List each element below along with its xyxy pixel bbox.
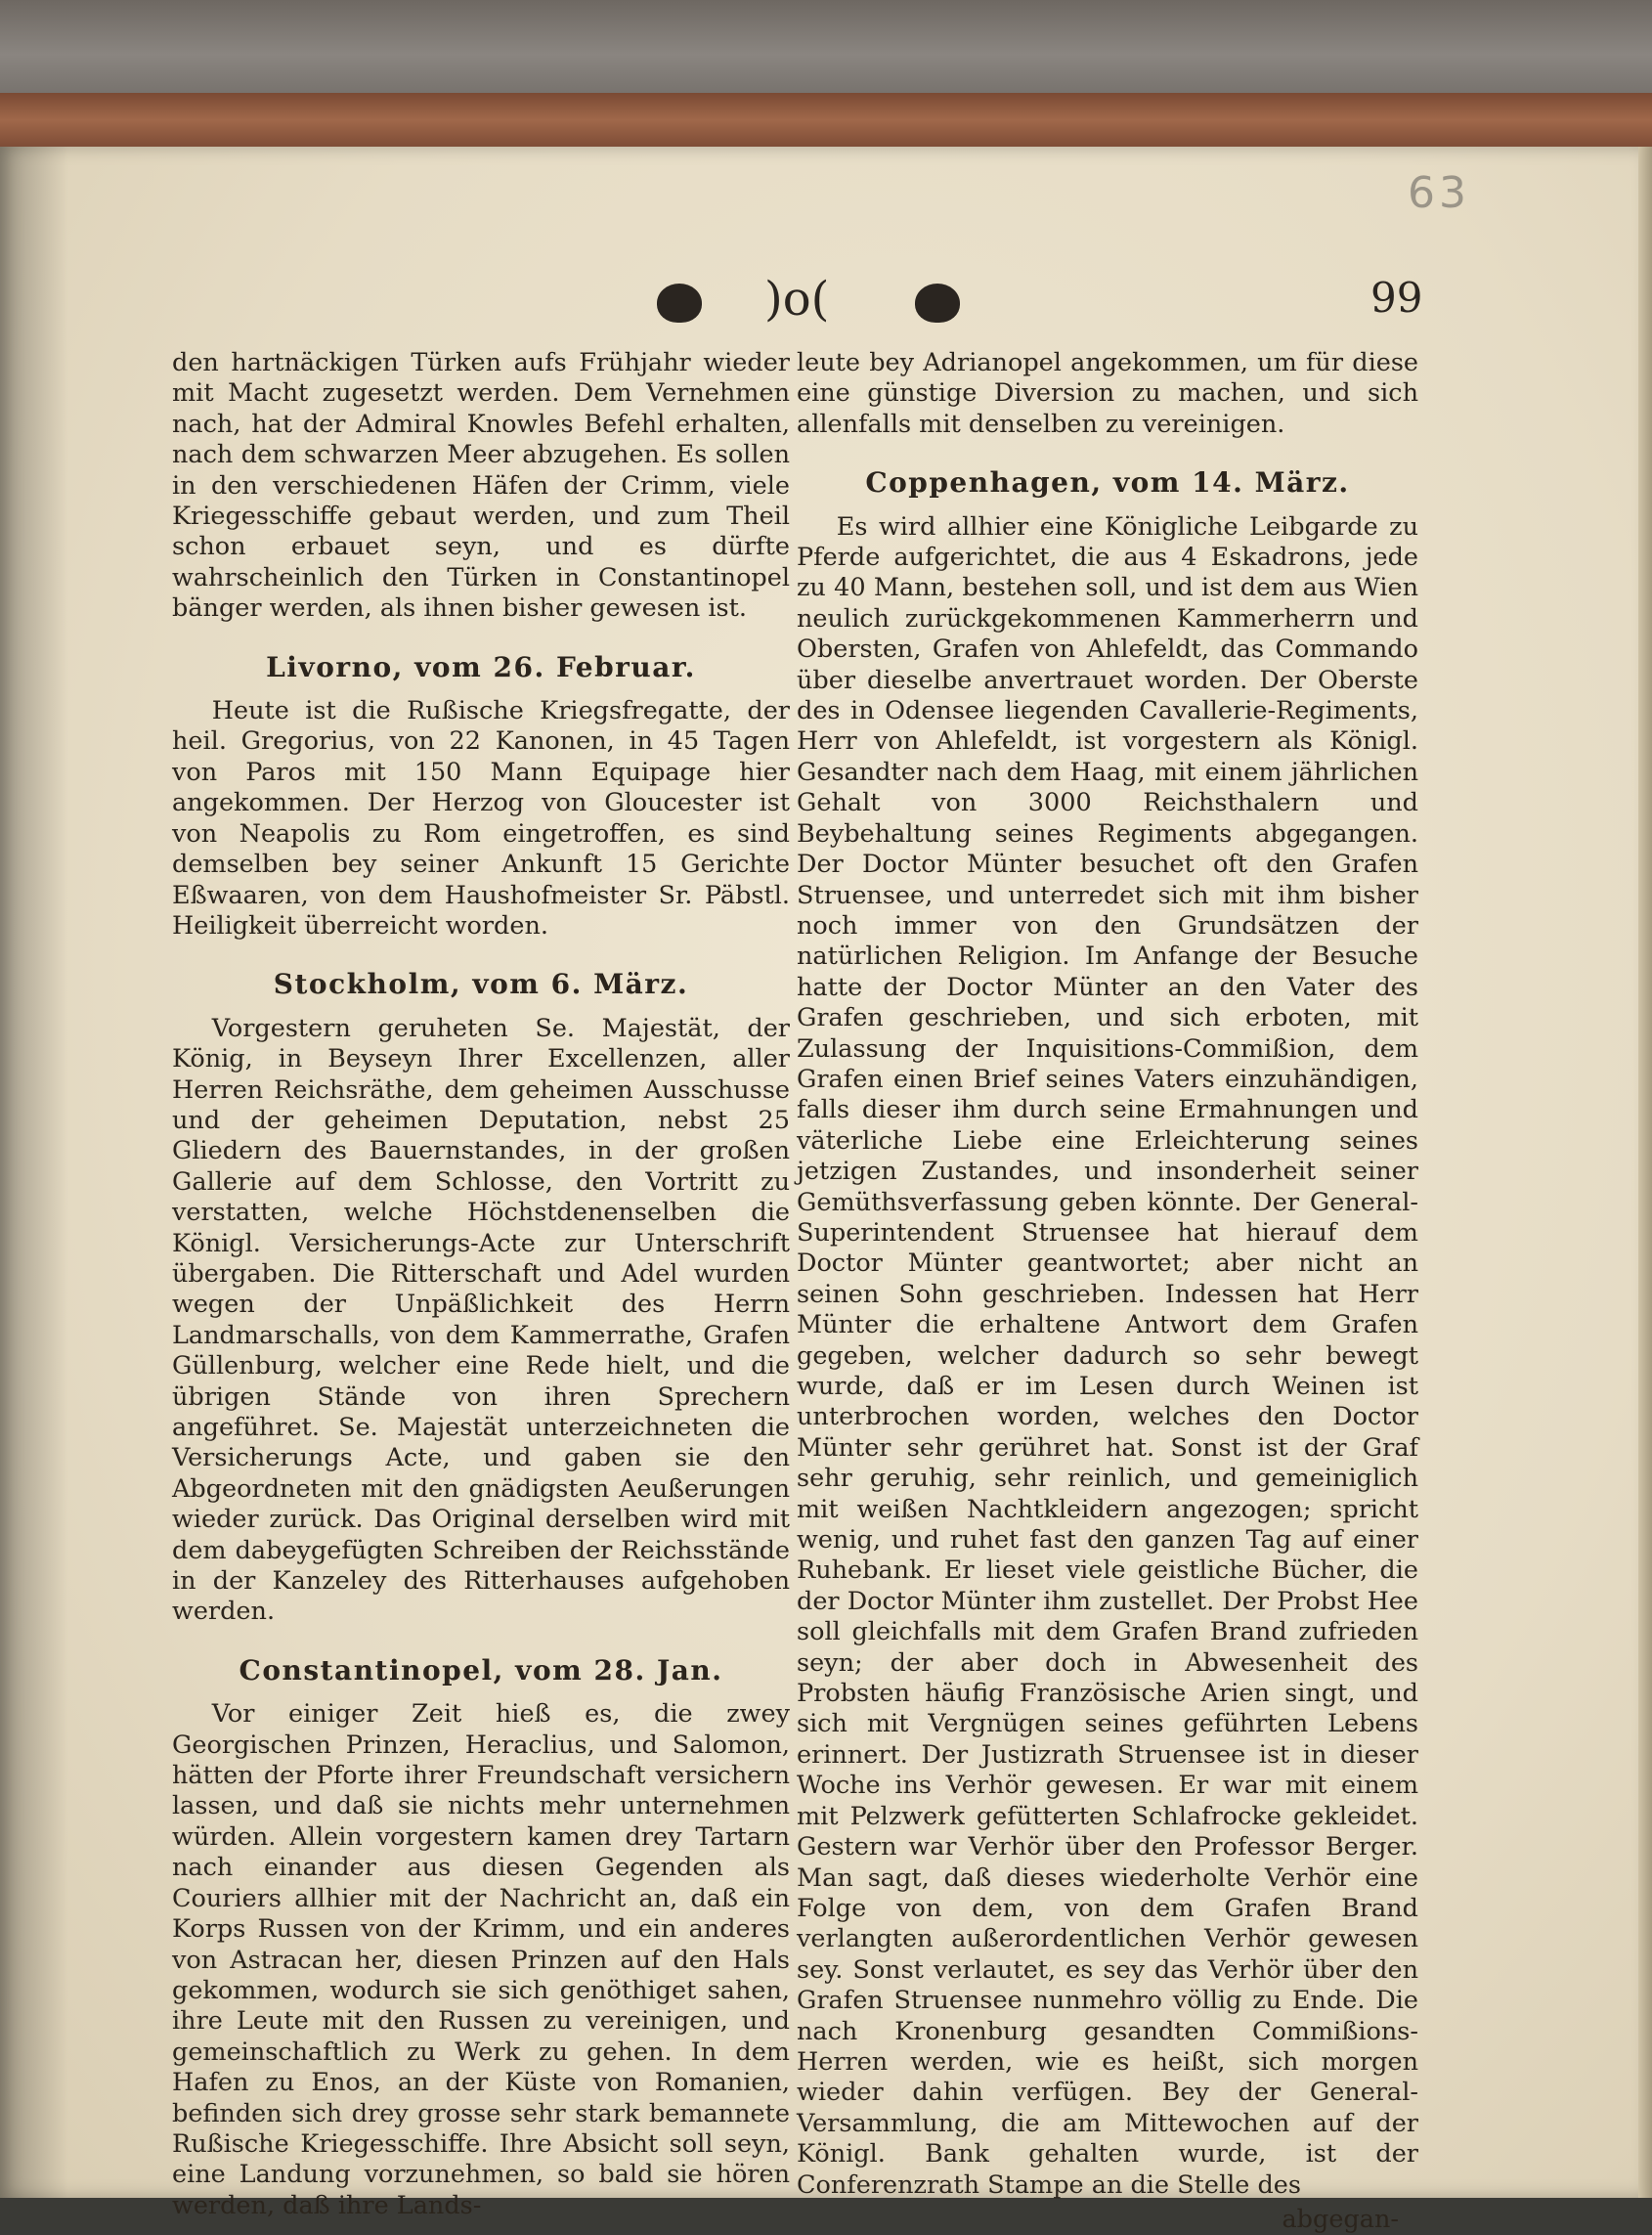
article-paragraph: leute bey Adrianopel angekommen, um für diese eine günstige Diversion zu machen, und sich allenfalls mit denselben zu vereinigen.: [797, 348, 1418, 439]
article-paragraph: Vor einiger Zeit hieß es, die zwey Georgischen Prinzen, Heraclius, und Salomon, hätten der Pforte ihrer Freundschaft versichern lassen, und daß sie nichts mehr unternehmen würden. Allein vorgestern kamen drey Tartarn nach einander aus diesen Gegenden als Couriers allhier mit der Nachricht an, daß ein Korps Russen von der Krimm, und ein anderes von Astracan her, diesen Prinzen auf den Hals gekommen, wodurch sie sich genöthiget sahen, ihre Leute mit den Russen zu vereinigen, und gemeinschaftlich zu Werk zu gehen. In dem Hafen zu Enos, an der Küste von Romanien, befinden sich drey grosse sehr stark bemannete Rußische Kriegesschiffe. Ihre Absicht soll seyn, eine Landung vorzunehmen, so bald sie hören werden, daß ihre Lands-: [172, 1699, 790, 2220]
page-number: 99: [1370, 274, 1423, 322]
article-paragraph: den hartnäckigen Türken aufs Frühjahr wieder mit Macht zugesetzt werden. Dem Vernehmen nach, hat der Admiral Knowles Befehl erhalten, nach dem schwarzen Meer abzugehen. Es sollen in den verschiedenen Häfen der Crimm, viele Kriegesschiffe gebaut werden, und zum Theil schon erbauet seyn, und es dürfte wahrscheinlich den Türken in Constantinopel bänger werden, als ihnen bisher gewesen ist.: [172, 348, 790, 624]
shell-ornament-icon: [657, 284, 702, 323]
article-paragraph: Vorgestern geruheten Se. Majestät, der König, in Beyseyn Ihrer Excellenzen, aller Herren Reichsräthe, dem geheimen Ausschusse und der geheimen Deputation, nebst 25 Gliedern des Bauernstandes, in der großen Gallerie auf dem Schlosse, den Vortritt zu verstatten, welche Höchstdenenselben die Königl. Versicherungs-Acte zur Unterschrift übergaben. Die Ritterschaft und Adel wurden wegen der Unpäßlichkeit des Herrn Landmarschalls, von dem Kammerrathe, Grafen Güllenburg, welcher eine Rede hielt, und die übrigen Stände von ihren Sprechern angeführet. Se. Majestät unterzeichneten die Versicherungs Acte, und gaben sie den Abgeordneten mit den gnädigsten Aeußerungen wieder zurück. Das Original derselben wird mit dem dabeygefügten Schreiben der Reichsstände in der Kanzeley des Ritterhauses aufgehoben werden.: [172, 1013, 790, 1627]
article-paragraph: Es wird allhier eine Königliche Leibgarde zu Pferde aufgerichtet, die aus 4 Eskadrons, jede zu 40 Mann, bestehen soll, und ist dem aus Wien neulich zurückgekommenen Kammerherrn und Obersten, Grafen von Ahlefeldt, das Commando über dieselbe anvertrauet worden. Der Oberste des in Odensee liegenden Cavallerie-Regiments, Herr von Ahlefeldt, ist vorgestern als Königl. Gesandter nach dem Haag, mit einem jährlichen Gehalt von 3000 Reichsthalern und Beybehaltung seines Regiments abgegangen. Der Doctor Münter besuchet oft den Grafen Struensee, und unterredet sich mit ihm bisher noch immer von den Grundsätzen der natürlichen Religion. Im Anfange der Besuche hatte der Doctor Münter an den Vater des Grafen geschrieben, und sich erboten, mit Zulassung der Inquisitions-Commißion, dem Grafen einen Brief seines Vaters einzuhändigen, falls dieser ihm durch seine Ermahnungen und väterliche Liebe eine Erleichterung seines jetzigen Zustandes, und insonderheit seiner Gemüthsverfassung geben könnte. Der General-Superintendent Struensee hat hierauf dem Doctor Münter geantwortet; aber nicht an seinen Sohn geschrieben. Indessen hat Herr Münter die erhaltene Antwort dem Grafen gegeben, welcher dadurch so sehr bewegt wurde, daß er im Lesen durch Weinen ist unterbrochen worden, welches den Doctor Münter sehr gerühret hat. Sonst ist der Graf sehr geruhig, sehr reinlich, und gemeiniglich mit weißen Nachtkleidern angezogen; spricht wenig, und ruhet fast den ganzen Tag auf einer Ruhebank. Er lieset viele geistliche Bücher, die der Doctor Münter ihm zustellet. Der Probst Hee soll gleichfalls mit dem Grafen Brand zufrieden seyn; der aber doch in Abwesenheit des Probsten häufig Französische Arien singt, und sich mit Vergnügen seines geführten Lebens erinnert. Der Justizrath Struensee ist in dieser Woche ins Verhör gewesen. Er war mit einem mit Pelzwerk gefütterten Schlafrocke gekleidet. Gestern war Verhör über den Professor Berger. Man sagt, daß dieses wiederholte Verhör eine Folge von dem, von dem Grafen Brand verlangten außerordentlichen Verhör gewesen sey. Sonst verlautet, es sey das Verhör über den Grafen Struensee nunmehro völlig zu Ende. Die nach Kronenburg gesandten Commißions-Herren werden, wie es heißt, sich morgen wieder dahin verfügen. Bey der General-Versammlung, die am Mittewochen auf der Königl. Bank gehalten wurde, ist der Conferenzrath Stampe an die Stelle des: [797, 511, 1418, 2200]
right-column: [797, 348, 1418, 2235]
center-ornament: )o(: [764, 272, 830, 327]
dateline-heading: Coppenhagen, vom 14. März.: [865, 466, 1350, 500]
dateline-heading: Livorno, vom 26. Februar.: [266, 650, 696, 683]
dateline-heading: Constantinopel, vom 28. Jan.: [239, 1653, 723, 1687]
dateline-heading: Stockholm, vom 6. März.: [273, 968, 689, 1001]
catchword: abgegan-: [1282, 2204, 1399, 2234]
page-header: [0, 272, 1644, 340]
shell-ornament-icon: [915, 284, 960, 323]
page-edge: [1638, 147, 1652, 2198]
left-column: [172, 348, 790, 2221]
margin-mark: 63: [1408, 168, 1470, 218]
gutter-shadow: [0, 147, 68, 2198]
article-paragraph: Heute ist die Rußische Kriegsfregatte, der heil. Gregorius, von 22 Kanonen, in 45 Tagen von Paros mit 150 Mann Equipage hier angekommen. Der Herzog von Gloucester ist von Neapolis zu Rom eingetroffen, es sind demselben bey seiner Ankunft 15 Gerichte Eßwaaren, von dem Haushofmeister Sr. Päbstl. Heiligkeit überreicht worden.: [172, 696, 790, 941]
